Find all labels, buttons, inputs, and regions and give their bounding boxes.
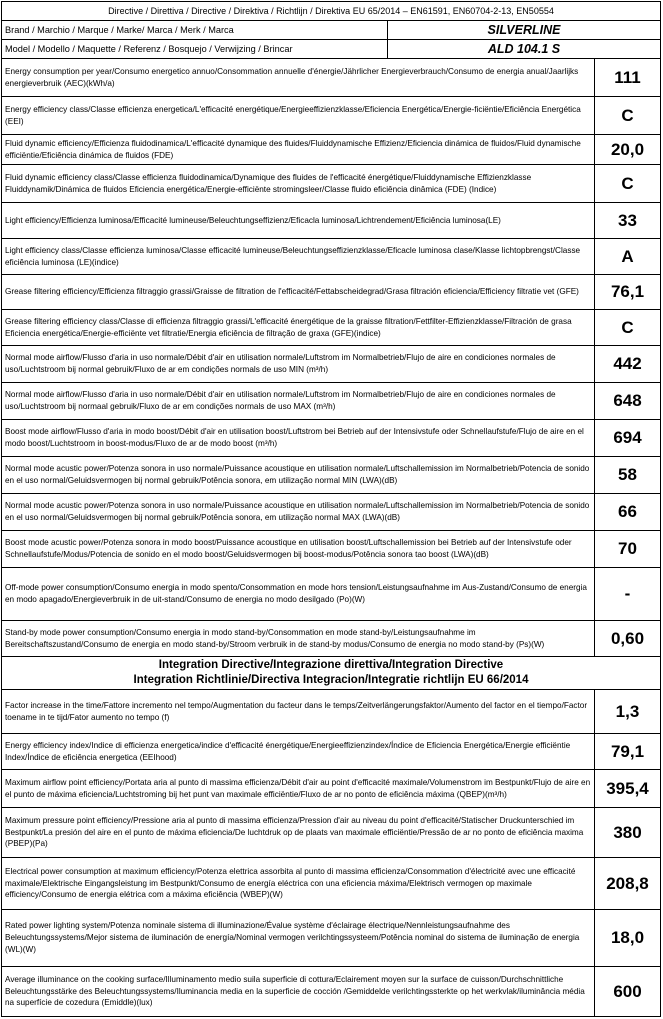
spec-value: C	[621, 317, 634, 337]
spec-value: C	[621, 173, 634, 193]
brand-label: Brand / Marchio / Marque / Marke/ Marca / Merk / Marca	[2, 21, 388, 39]
spec-row	[2, 770, 660, 808]
spec-row	[2, 97, 660, 135]
spec-value: 1,3	[615, 701, 640, 721]
spec-description: Normal mode airflow/Flusso d'aria in uso normale/Débit d'air en utilisation normale/Luftstrom im Normalbetrieb/Flujo de aire en condiciones normales de uso/Luchtstroom bij normal gebruik/Fluxo de ar em condições normals de uso MIN (m³/h)	[2, 346, 595, 382]
spec-description: Stand-by mode power consumption/Consumo energia in modo stand-by/Consommation en mode stand-by/Leistungsaufnahme im Bereitschaftszustand/Consumo de energia en modo stand-by/Stroom verbruik in de stand-by modus/Consumo de energia no modo stand-by (Ps)(W)	[2, 621, 595, 656]
spec-row	[2, 420, 660, 457]
section-title-line-1: Integration Directive/Integrazione direttiva/Integration Directive	[158, 659, 504, 671]
spec-value: 442	[613, 354, 642, 373]
spec-description: Energy efficiency class/Classe efficienza energetica/L'efficacité energétique/Energieeffizienzklasse/Eficiencia Energética/Energie-ficiëntie/Eficiência Energética (EEI)	[2, 97, 595, 134]
spec-value: 33	[618, 210, 637, 230]
spec-row	[2, 457, 660, 494]
spec-description: Fluid dynamic efficiency/Efficienza fluidodinamica/L'efficacité dynamique des fluides/Fluiddynamische Effizienz/Eficiencia dinámica de fluidos/Fluid dynamische efficiëntie/Eficiência dinámica de fluidos (FDE)	[2, 135, 595, 164]
spec-value: 208,8	[606, 873, 649, 893]
spec-description: Maximum airflow point efficiency/Portata aria al punto di massima efficienza/Débit d'air au point d'efficacité maximale/Volumenstrom im Bestpunkt/Flujo de aire en el punto de máxima eficiencia/Luchtstroming bij het punt van maximale efficiëntie/Fluxo de ar no ponto de eficiência máxima (QBEP)(m³/h)	[2, 770, 595, 807]
spec-row	[2, 910, 660, 967]
directive-text: Directive / Direttiva / Directive / Direktiva / Richtlijn / Direktiva EU 65/2014 – EN61591, EN60704-2-13, EN50554	[108, 6, 554, 16]
spec-row	[2, 383, 660, 420]
spec-row	[2, 621, 660, 657]
spec-row	[2, 808, 660, 858]
spec-row	[2, 346, 660, 383]
spec-description: Off-mode power consumption/Consumo energia in modo spento/Consommation en mode hors tension/Leistungsaufnahme im Aus-Zustand/Consumo de energia en modo apagado/Energieverbruik in de uit-stand/Consumo de energia no modo desilgado (Po)(W)	[2, 568, 595, 620]
spec-value: 70	[618, 539, 637, 558]
spec-value: 395,4	[606, 778, 649, 798]
spec-value: 18,0	[610, 928, 645, 947]
spec-description: Maximum pressure point efficiency/Pressione aria al punto di massima efficienza/Pression d'air au niveau du point d'efficacité/Statischer Druckunterschied im Bestpunkt/La presión del aire en el punto de máxima eficiencia/De luchtdruk op de plaats van maximale efficiëntie/Pressão de ar no ponto de eficiência maxima (PBEP)(Pa)	[2, 808, 595, 857]
spec-description: Average illuminance on the cooking surface/Illuminamento medio suila superficie di cottura/Eclairement moyen sur la surface de cuisson/Durchschnittliche Beleuchtungsstärke des Beleuchtungssystems/Iluminancia media en la superficie de cocción /Gemiddelde verilchtingssterkte op het werkvlak/iluminância média na superfície de cozedura (Emiddle)(lux)	[2, 967, 595, 1016]
spec-description: Boost mode airflow/Flusso d'aria in modo boost/Débit d'air en utilisation boost/Luftstrom bei Betrieb auf der Intensivstufe oder Schnellaufstufe/Flujo de aire en el modo boost/Luchtstroom in boost-modus/Fluxo de ar de modo boost (m³/h)	[2, 420, 595, 456]
spec-description: Rated power lighting system/Potenza nominale sistema di illuminazione/Évalue système d'éclairage électrique/Nennleistungsaufnahme des Beleuchtungssystems/Mejor sistema de iluminación de energía/Nominal vermogen verilchtingssysteem/Potência nominal do sistema de iluminação de energia (WL)(W)	[2, 910, 595, 966]
spec-row	[2, 59, 660, 97]
spec-description: Energy consumption per year/Consumo energetico annuo/Consommation annuelle d'énergie/Jährlicher Energieverbrauch/Consumo de energia anual/Jaarlijks energieverbruik (AEC)(kWh/a)	[2, 59, 595, 96]
spec-description: Normal mode acustic power/Potenza sonora in uso normale/Puissance acoustique en utilisation normale/Luftschallemission im Normalbetrieb/Potencia de sonido en el uso normal/Geluidsvermogen bij normal gebruik/Potência sonora, em utilização normal MAX (LWA)(dB)	[2, 494, 595, 530]
spec-row	[2, 165, 660, 203]
spec-description: Electrical power consumption at maximum efficiency/Potenza elettrica assorbita al punto di massima efficienza/Consommation d'électricité avec une efficacité maximale/Elektrische Eingangsleistung im Bestpunkt/Consumo de energía eléctrica con una eficiencia máxima/Elektrisch vermogen op maximale efficiency/Consumo de energia elétrica com a máxima eficiência (WBEP)(W)	[2, 858, 595, 909]
brand-value: SILVERLINE	[487, 23, 561, 37]
spec-row	[2, 858, 660, 910]
brand-row	[2, 21, 660, 40]
spec-value: 58	[618, 465, 637, 484]
spec-row	[2, 967, 660, 1016]
model-row	[2, 40, 660, 59]
spec-description: Energy efficiency index/Indice di efficienza energetica/indice d'efficacité énergétique/Energieeffizienzindex/Índice de Eficiencia Energética/Energie efficiëntie Index/Índice de eficiência energetica (EEIhood)	[2, 734, 595, 769]
spec-value: 600	[613, 981, 642, 1001]
spec-row	[2, 310, 660, 346]
spec-row	[2, 135, 660, 165]
integration-directive-heading	[2, 657, 660, 690]
model-value: ALD 104.1 S	[487, 42, 561, 56]
spec-value: 111	[614, 67, 641, 87]
spec-description: Grease filtering efficiency/Efficienza filtraggio grassi/Graisse de filtration de l'efficacité/Fettabscheidegrad/Grasa filtración eficiencia/Efficiency filtratie vet (GFE)	[2, 275, 595, 309]
spec-value: C	[621, 105, 634, 125]
spec-description: Normal mode acustic power/Potenza sonora in uso normale/Puissance acoustique en utilisation normale/Luftschallemission im Normalbetrieb/Potencia de sonido en el uso normal/Geluidsvermogen bij normal gebruik/Potência sonora, em utilização normal MIN (LWA)(dB)	[2, 457, 595, 493]
spec-value: 0,60	[610, 628, 645, 648]
spec-row	[2, 734, 660, 770]
spec-description: Factor increase in the time/Fattore incremento nel tempo/Augmentation du facteur dans le temps/Zeitverlängerungsfaktor/Aumento del factor en el tiempo/Factor toename in te tijd/Fator aumento no tempo (f)	[2, 690, 595, 733]
spec-row	[2, 203, 660, 239]
spec-value: 76,1	[610, 282, 645, 301]
directive-header	[2, 2, 660, 21]
section-title-line-2: Integration Richtlinie/Directiva Integracion/Integratie richtlijn EU 66/2014	[133, 674, 529, 686]
spec-description: Light efficiency class/Classe efficienza luminosa/Classe efficacité lumineuse/Beleuchtungseffizienzklasse/Eficacle luminosa clase/Klasse lichtopbrengst/Classe eficiência luminosa (LE)(indice)	[2, 239, 595, 274]
spec-description: Boost mode acustic power/Potenza sonora in modo boost/Puissance acoustique en utilisation boost/Luftschallemission bei Betrieb auf der Intensivstufe oder Schnellaufstufe/Modus/Potencia de sonido en el modo boost/Geluidsvermogen bij boost-modus/Potência sonora tao boost (LWA)(dB)	[2, 531, 595, 567]
spec-value: A	[621, 246, 634, 266]
spec-value: 648	[613, 391, 642, 410]
spec-description: Light efficiency/Efficienza luminosa/Efficacité lumineuse/Beleuchtungseffizienz/Eficacla luminosa/Lichtrendement/Eficiência luminosa(LE)	[2, 203, 595, 238]
spec-description: Fluid dynamic efficiency class/Classe efficienza fluidodinamica/Dynamique des fluides de l'efficacité énergétique/Fluiddynamische Effizienzklasse Fluiddynamik/Dinámica de fluidos Eficiencia energética/Energie-efficiënte stromingsleer/Classe fluido eficiência dinâmica (FDE) (Indice)	[2, 165, 595, 202]
spec-row	[2, 239, 660, 275]
spec-row	[2, 531, 660, 568]
spec-value: 694	[613, 428, 642, 447]
spec-row	[2, 568, 660, 621]
spec-value: -	[624, 584, 631, 603]
spec-row	[2, 275, 660, 310]
spec-value: 66	[618, 502, 637, 521]
spec-value: 20,0	[610, 139, 645, 159]
spec-row	[2, 690, 660, 734]
model-label: Model / Modello / Maquette / Referenz / Bosquejo / Verwijzing / Brincar	[2, 40, 388, 58]
spec-description: Grease filtering efficiency class/Classe di efficienza filtraggio grassi/L'efficacité énergétique de la graisse filtration/Fettfilter-Effizienzklasse/Filtración de grasa Eficiencia energética/Energie-efficiënte vet filtratie/Energia eficiência de filtração de graxa (GFE)(indice)	[2, 310, 595, 345]
spec-description: Normal mode airflow/Flusso d'aria in uso normale/Débit d'air en utilisation normale/Luftstrom im Normalbetrieb/Flujo de aire en condiciones normales de uso/Luchtstroom bij normaal gebruik/Fluxo de ar em condições normals de uso MAX (m³/h)	[2, 383, 595, 419]
spec-value: 79,1	[610, 741, 645, 761]
spec-value: 380	[613, 822, 642, 842]
spec-row	[2, 494, 660, 531]
energy-data-sheet	[1, 1, 661, 1017]
